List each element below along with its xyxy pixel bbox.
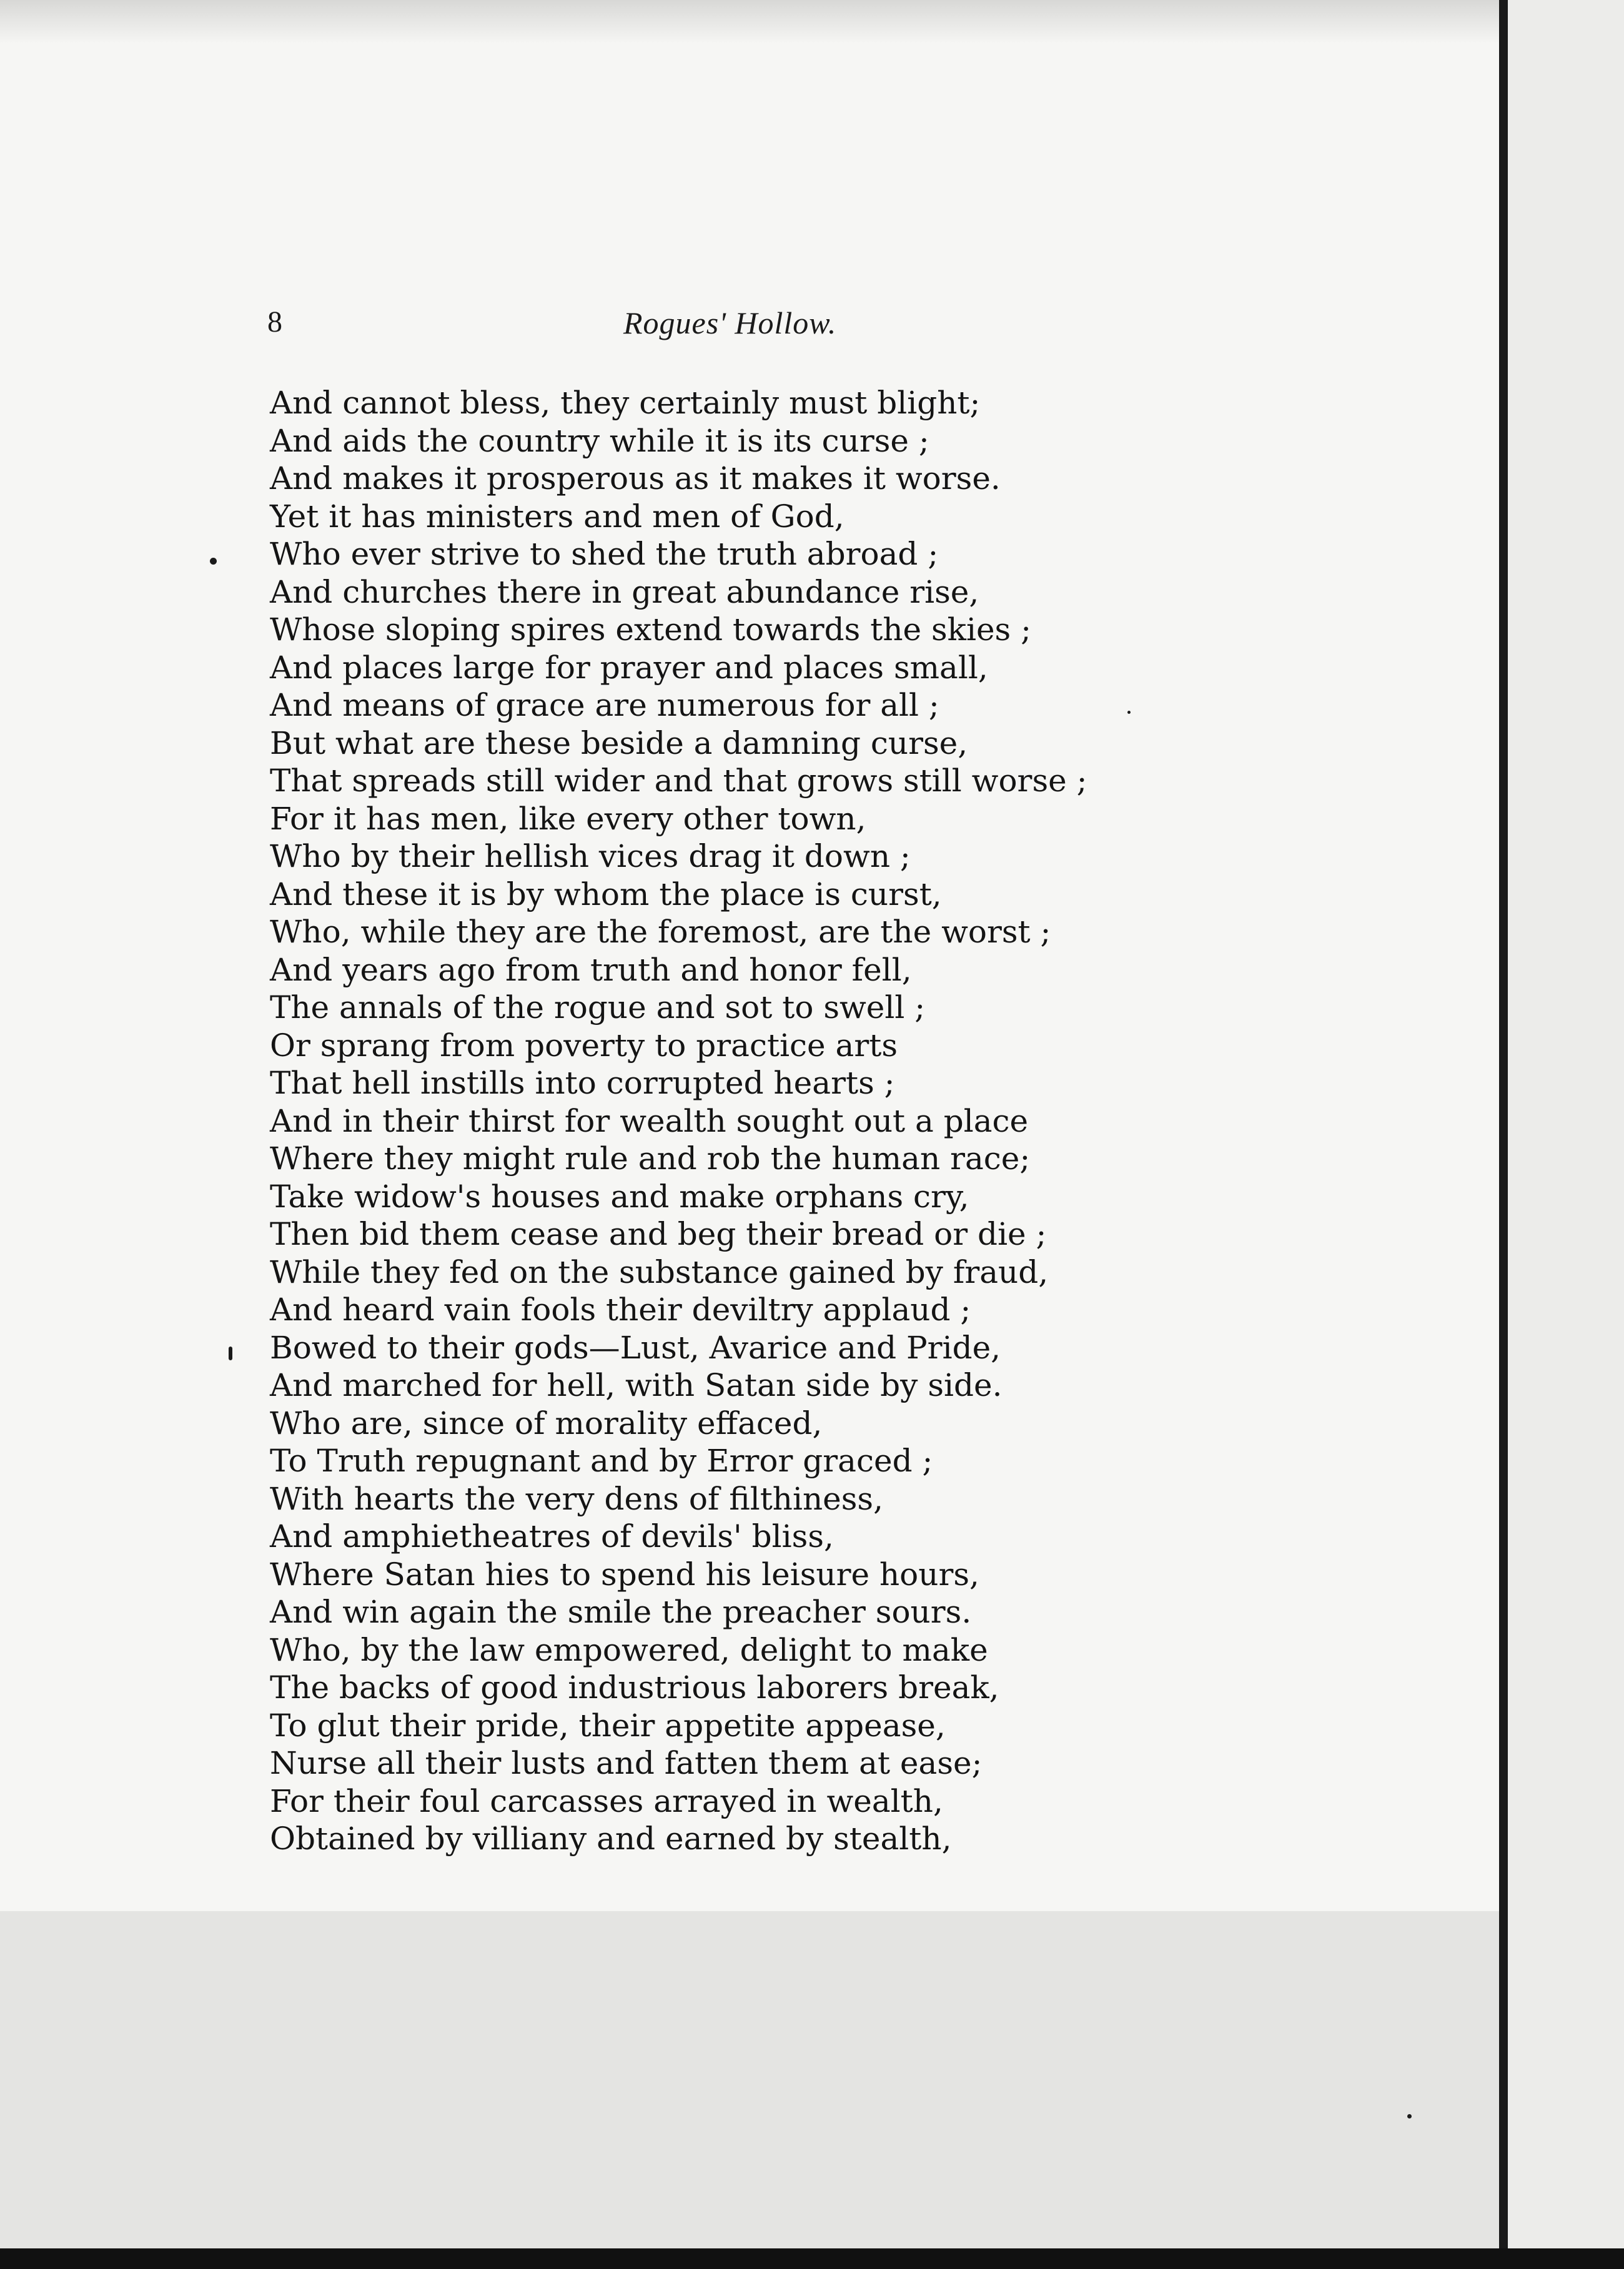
poem-line: Who, while they are the foremost, are the worst ; [270,914,1051,950]
poem-line: And heard vain fools their deviltry applaud ; [270,1292,971,1328]
poem-line: And aids the country while it is its curse ; [270,422,929,459]
poem-line: And makes it prosperous as it makes it worse. [270,460,1001,497]
poem-line: And means of grace are numerous for all ; [270,687,939,723]
poem-line: Or sprang from poverty to practice arts [270,1027,898,1064]
poem-line: The backs of good industrious laborers break, [270,1669,999,1706]
scan-bottom-edge [0,2248,1624,2269]
adjacent-page-strip [1508,0,1624,2248]
poem-line: And churches there in great abundance rise, [270,573,979,610]
poem-line: And places large for prayer and places small, [270,649,988,686]
poem-line: Who ever strive to shed the truth abroad ; [270,536,939,572]
poem-line: Who by their hellish vices drag it down ; [270,838,911,874]
poem-line: The annals of the rogue and sot to swell ; [270,989,926,1026]
poem-line: Who are, since of morality effaced, [270,1405,823,1441]
poem-line: For it has men, like every other town, [270,800,866,837]
ink-speck-mark [210,558,217,565]
ink-speck-mark [1407,2114,1412,2118]
poem-line: And win again the smile the preacher sours. [270,1594,972,1630]
poem-line: Where Satan hies to spend his leisure hours, [270,1556,979,1593]
poem-line: And amphietheatres of devils' bliss, [270,1518,834,1555]
poem-line: Nurse all their lusts and fatten them at ease; [270,1745,983,1781]
poem-line: Yet it has ministers and men of God, [270,498,844,535]
page-number: 8 [267,305,282,339]
poem-line: That hell instills into corrupted hearts ; [270,1065,895,1101]
running-title: Rogues' Hollow. [623,305,837,340]
page-top-shadow [0,0,1624,44]
poem-line: And marched for hell, with Satan side by side. [270,1367,1003,1403]
ink-speck-mark [1127,711,1131,714]
poem-line: Obtained by villiany and earned by stealth, [270,1821,952,1857]
poem-line: For their foul carcasses arrayed in wealth, [270,1782,943,1819]
running-header [267,305,1092,349]
poem-line: To Truth repugnant and by Error graced ; [270,1443,933,1479]
page-bottom-band [0,1911,1518,2248]
poem-line: Who, by the law empowered, delight to make [270,1631,988,1668]
poem-line: To glut their pride, their appetite appease, [270,1707,946,1744]
poem-line: Take widow's houses and make orphans cry, [270,1178,969,1215]
poem-line: Where they might rule and rob the human race; [270,1140,1031,1177]
poem-line: And in their thirst for wealth sought out a place [270,1102,1029,1139]
poem-text [270,384,1087,1858]
poem-line: But what are these beside a damning curse, [270,724,968,761]
poem-line: That spreads still wider and that grows still worse ; [270,763,1087,799]
poem-line: Whose sloping spires extend towards the skies ; [270,611,1031,648]
poem-line: With hearts the very dens of filthiness, [270,1480,883,1517]
page-fold-line [1499,0,1508,2248]
ink-speck-mark [229,1347,232,1360]
poem-line: And cannot bless, they certainly must blight; [270,385,981,421]
poem-line: And years ago from truth and honor fell, [270,951,912,988]
poem-line: And these it is by whom the place is curst, [270,876,942,912]
poem-line: Then bid them cease and beg their bread or die ; [270,1216,1047,1252]
poem-line: While they fed on the substance gained by fraud, [270,1253,1049,1290]
poem-line: Bowed to their gods—Lust, Avarice and Pride, [270,1329,1001,1366]
